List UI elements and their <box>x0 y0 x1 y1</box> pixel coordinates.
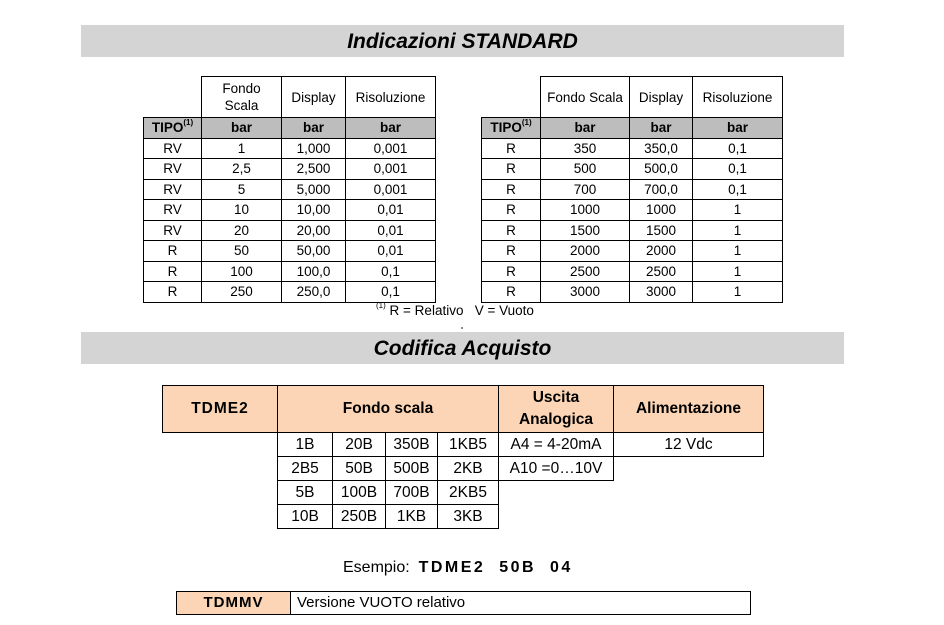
standard-table-right <box>481 76 783 303</box>
table-row <box>482 241 783 262</box>
table-cell: 100 <box>202 261 282 282</box>
footnote-marker: (1) <box>376 301 386 310</box>
col-header-risoluzione: Risoluzione <box>346 77 436 118</box>
table-cell: RV <box>144 220 202 241</box>
table-cell: 2,5 <box>202 159 282 180</box>
unit-cell: bar <box>541 118 630 139</box>
alimentazione-value: 12 Vdc <box>614 433 764 457</box>
table-cell: 500,0 <box>630 159 693 180</box>
table-cell: 1 <box>693 261 783 282</box>
left-table-body <box>144 138 436 302</box>
tipo-header: TIPO$^{(1)}$ <box>144 118 202 139</box>
table-cell: RV <box>144 179 202 200</box>
codifica-row <box>163 505 764 529</box>
table-cell: R <box>144 261 202 282</box>
uscita-option: A4 = 4-20mA <box>499 433 614 457</box>
esempio-code: TDME2 50B 04 <box>418 559 573 576</box>
uscita-option: A10 =0…10V <box>499 457 614 481</box>
table-cell: 1500 <box>541 220 630 241</box>
table-cell: R <box>144 282 202 303</box>
fondo-scala-option: 350B <box>386 433 438 457</box>
blank-cell <box>499 481 614 505</box>
table-cell: 1 <box>693 241 783 262</box>
fondo-scala-option: 700B <box>386 481 438 505</box>
table-cell: 1 <box>693 220 783 241</box>
table-cell: 20,00 <box>282 220 346 241</box>
fondo-scala-option: 2KB <box>438 457 499 481</box>
col-header-risoluzione: Risoluzione <box>693 77 783 118</box>
table-row <box>144 282 436 303</box>
table-cell: 1000 <box>630 200 693 221</box>
table-row <box>482 261 783 282</box>
table-cell: RV <box>144 200 202 221</box>
versione-description: Versione VUOTO relativo <box>297 594 466 611</box>
col-header-fondo-scala: Fondo Scala <box>541 77 630 118</box>
unit-cell: bar <box>693 118 783 139</box>
header-blank <box>482 77 541 118</box>
blank-cell <box>163 481 278 505</box>
table-row <box>144 138 436 159</box>
fondo-scala-option: 20B <box>333 433 386 457</box>
codifica-row <box>163 433 764 457</box>
table-cell: 350,0 <box>630 138 693 159</box>
table-cell: 5,000 <box>282 179 346 200</box>
table-cell: 0,1 <box>346 282 436 303</box>
table-cell: 2000 <box>630 241 693 262</box>
col-header-display: Display <box>282 77 346 118</box>
table-cell: 2,500 <box>282 159 346 180</box>
stray-dot <box>461 327 463 329</box>
table-cell: 2500 <box>541 261 630 282</box>
table-row <box>482 220 783 241</box>
codifica-row <box>163 457 764 481</box>
versione-code: TDMMV <box>177 592 291 614</box>
footnote-text: R = Relativo V = Vuoto <box>389 303 534 318</box>
table-cell: R <box>482 241 541 262</box>
blank-cell <box>163 505 278 529</box>
table-cell: 0,001 <box>346 159 436 180</box>
table-cell: 1,000 <box>282 138 346 159</box>
table-cell: 3000 <box>630 282 693 303</box>
fondo-scala-option: 250B <box>333 505 386 529</box>
table-cell: 1500 <box>630 220 693 241</box>
table-cell: 700,0 <box>630 179 693 200</box>
table-cell: RV <box>144 159 202 180</box>
table-cell: 50 <box>202 241 282 262</box>
table-cell: 1000 <box>541 200 630 221</box>
table-cell: R <box>482 282 541 303</box>
table-cell: 0,01 <box>346 200 436 221</box>
table-row <box>144 179 436 200</box>
table-cell: 0,001 <box>346 138 436 159</box>
blank-cell <box>499 505 614 529</box>
blank-cell <box>614 457 764 481</box>
table-cell: 350 <box>541 138 630 159</box>
table-cell: 0,001 <box>346 179 436 200</box>
table-row <box>144 220 436 241</box>
table-cell: 0,1 <box>693 138 783 159</box>
table-cell: 0,01 <box>346 220 436 241</box>
fondo-scala-option: 500B <box>386 457 438 481</box>
fondo-scala-header: Fondo scala <box>278 386 499 433</box>
table-row <box>144 261 436 282</box>
units-row <box>482 118 783 139</box>
codifica-body <box>163 433 764 529</box>
col-header-fondo-scala: Fondo Scala <box>202 77 282 118</box>
table-cell: 50,00 <box>282 241 346 262</box>
table-row <box>144 200 436 221</box>
unit-cell: bar <box>282 118 346 139</box>
blank-cell <box>614 505 764 529</box>
footnote <box>376 303 534 318</box>
table-cell: R <box>482 138 541 159</box>
esempio-label: Esempio: <box>343 559 410 576</box>
model-header: TDME2 <box>163 386 278 433</box>
table-cell: 100,0 <box>282 261 346 282</box>
fondo-scala-option: 50B <box>333 457 386 481</box>
fondo-scala-option: 1KB <box>386 505 438 529</box>
table-row <box>144 241 436 262</box>
table-cell: 1 <box>693 282 783 303</box>
uscita-analogica-header: Uscita Analogica <box>499 386 614 433</box>
table-cell: 0,1 <box>346 261 436 282</box>
table-cell: 2500 <box>630 261 693 282</box>
alimentazione-header: Alimentazione <box>614 386 764 433</box>
table-cell: R <box>482 179 541 200</box>
units-row <box>144 118 436 139</box>
header-blank <box>144 77 202 118</box>
table-row <box>482 138 783 159</box>
table-row <box>482 200 783 221</box>
codifica-row <box>163 481 764 505</box>
standard-table-left <box>143 76 436 303</box>
table-cell: 0,1 <box>693 179 783 200</box>
fondo-scala-option: 10B <box>278 505 333 529</box>
col-header-display: Display <box>630 77 693 118</box>
section-title-codifica: Codifica Acquisto <box>81 332 844 364</box>
table-cell: R <box>482 220 541 241</box>
table-cell: 10,00 <box>282 200 346 221</box>
esempio-line <box>343 559 573 577</box>
table-cell: 3000 <box>541 282 630 303</box>
table-cell: 20 <box>202 220 282 241</box>
table-cell: 250,0 <box>282 282 346 303</box>
table-cell: 10 <box>202 200 282 221</box>
table-row <box>482 282 783 303</box>
table-row <box>144 159 436 180</box>
fondo-scala-option: 100B <box>333 481 386 505</box>
table-cell: 700 <box>541 179 630 200</box>
fondo-scala-option: 5B <box>278 481 333 505</box>
unit-cell: bar <box>202 118 282 139</box>
fondo-scala-option: 1B <box>278 433 333 457</box>
unit-cell: bar <box>630 118 693 139</box>
table-cell: R <box>482 261 541 282</box>
fondo-scala-option: 3KB <box>438 505 499 529</box>
table-cell: 5 <box>202 179 282 200</box>
table-cell: 1 <box>693 200 783 221</box>
table-cell: 500 <box>541 159 630 180</box>
table-cell: R <box>144 241 202 262</box>
versione-box <box>176 591 751 615</box>
table-cell: 0,1 <box>693 159 783 180</box>
table-cell: 250 <box>202 282 282 303</box>
fondo-scala-option: 2B5 <box>278 457 333 481</box>
table-cell: 2000 <box>541 241 630 262</box>
codifica-table <box>162 385 764 529</box>
table-cell: R <box>482 159 541 180</box>
table-cell: RV <box>144 138 202 159</box>
table-cell: R <box>482 200 541 221</box>
blank-cell <box>163 433 278 457</box>
right-table-body <box>482 138 783 302</box>
table-row <box>482 179 783 200</box>
fondo-scala-option: 1KB5 <box>438 433 499 457</box>
blank-cell <box>614 481 764 505</box>
table-cell: 0,01 <box>346 241 436 262</box>
unit-cell: bar <box>346 118 436 139</box>
fondo-scala-option: 2KB5 <box>438 481 499 505</box>
section-title-standard: Indicazioni STANDARD <box>81 25 844 57</box>
tipo-header: TIPO$^{(1)}$ <box>482 118 541 139</box>
blank-cell <box>163 457 278 481</box>
table-cell: 1 <box>202 138 282 159</box>
table-row <box>482 159 783 180</box>
